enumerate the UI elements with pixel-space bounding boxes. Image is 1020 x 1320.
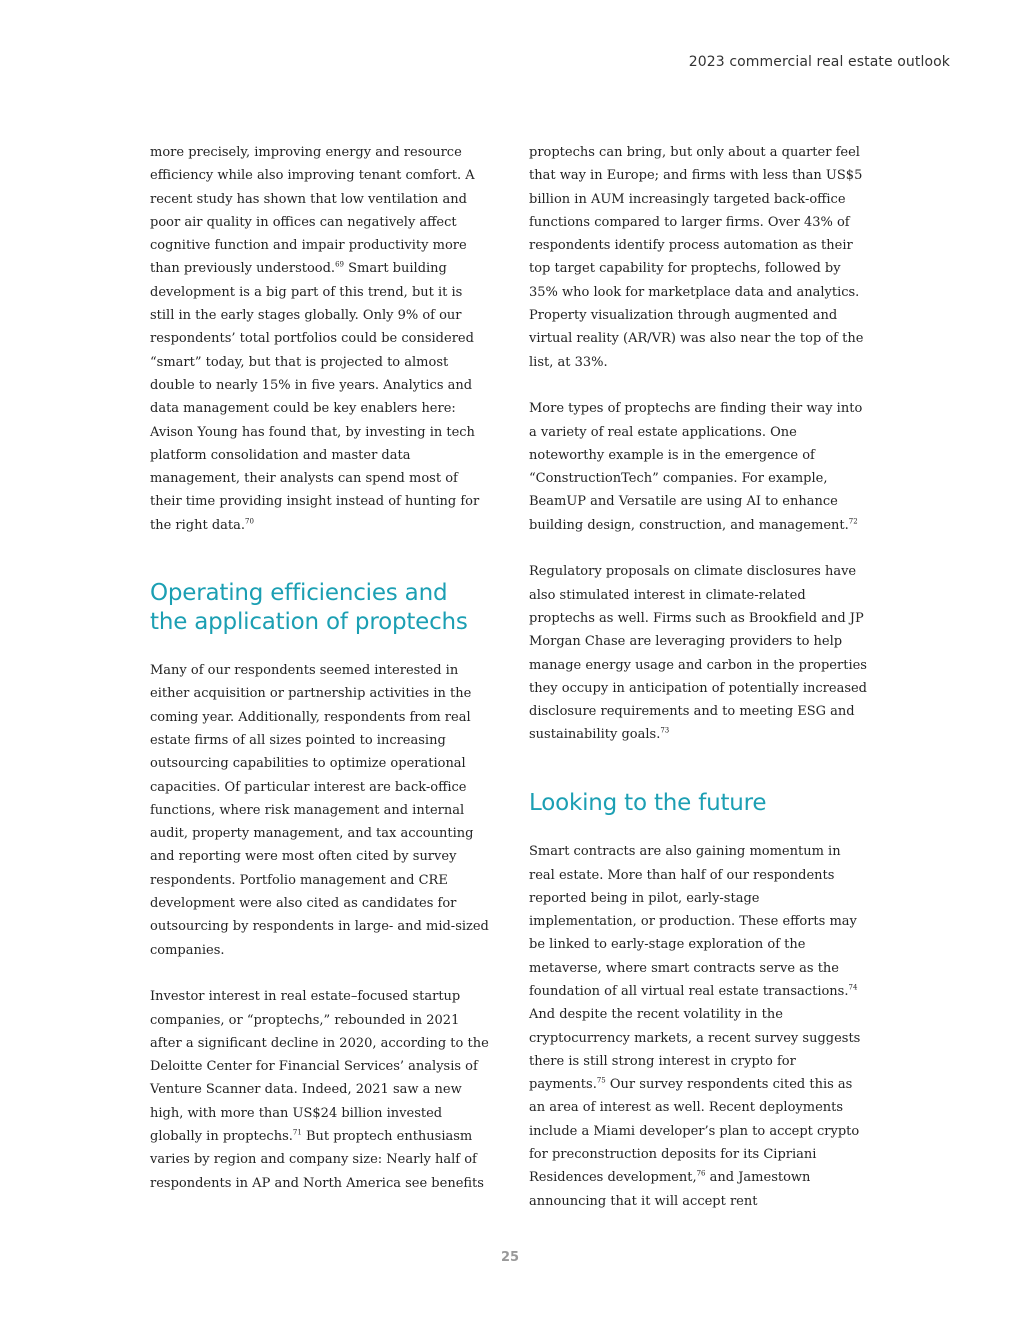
footnote-ref: 69 [335, 261, 344, 270]
footnote-ref: 71 [292, 1128, 302, 1137]
section-heading-future: Looking to the future [529, 789, 767, 816]
footnote-ref: 72 [848, 517, 858, 526]
body-paragraph: More types of proptechs are finding their way into a variety of real estate applications. One noteworthy example is in the emergence of “ConstructionTech” companies. For example, BeamUP and Versatile are using AI to enhance building design, construction, and management.$^{72}$ [529, 401, 863, 533]
footnote-ref: 70 [245, 517, 254, 526]
body-paragraph: Many of our respondents seemed interested in either acquisition or partnership activities in the coming year. Additionally, respondents from real estate firms of all sizes pointed to increasing outsourcing capabilities to optimize operational capacities. Of particular interest are back-office functions, where risk management and internal audit, property management, and tax accounting and reporting were most often cited by survey respondents. Portfolio management and CRE development were also cited as candidates for outsourcing by respondents in large- and mid-sized companies. [150, 663, 489, 958]
body-paragraph: more precisely, improving energy and resource efficiency while also improving tenant comfort. A recent study has shown that low ventilation and poor air quality in offices can negatively affect cognitive function and impair productivity more than previously understood.$^{69}$ Smart building development is a big part of this trend, but it is still in the early stages globally. Only 9% of our respondents’ total portfolios could be considered “smart” today, but that is projected to almost double to nearly 15% in five years. Analytics and data management could be key enablers here: Avison Young has found that, by investing in tech platform consolidation and master data management, their analysts can spend most of their time providing insight instead of hunting for the right data.$^{70}$ [150, 145, 480, 533]
footnote-ref: 73 [660, 727, 670, 736]
footnote-ref: 74 [848, 983, 858, 992]
body-paragraph: Smart contracts are also gaining momentum in real estate. More than half of our respondents reported being in pilot, early-stage implementation, or production. These efforts may be linked to early-stage exploration of the metaverse, where smart contracts serve as the foundation of all virtual real estate transactions.$^{74}$ And despite the recent volatility in the cryptocurrency markets, a recent survey suggests there is still strong interest in crypto for payments.$^{75}$ Our survey respondents cited this as an area of interest as well. Recent deployments include a Miami developer’s plan to accept crypto for preconstruction deposits for its Cipriani Residences development,$^{76}$ and Jamestown announcing that it will accept rent [529, 844, 861, 1209]
body-paragraph: Regulatory proposals on climate disclosures have also stimulated interest in climate-related proptechs as well. Firms such as Brookfield and JP Morgan Chase are leveraging providers to help manage energy usage and carbon in the properties they occupy in anticipation of potentially increased disclosure requirements and to meeting ESG and sustainability goals.$^{73}$ [529, 564, 868, 743]
left-column [150, 141, 490, 1195]
document-header-title: 2023 commercial real estate outlook [688, 54, 950, 70]
section-heading-proptechs: Operating efficiencies and the application of proptechs [150, 580, 468, 635]
body-paragraph: proptechs can bring, but only about a quarter feel that way in Europe; and firms with less than US$5 billion in AUM increasingly targeted back-office functions compared to larger firms. Over 43% of respondents identify process automation as their top target capability for proptechs, followed by 35% who look for marketplace data and analytics. Property visualization through augmented and virtual reality (AR/VR) was also near the top of the list, at 33%. [529, 145, 864, 370]
body-paragraph: Investor interest in real estate–focused startup companies, or “proptechs,” rebounded in 2021 after a significant decline in 2020, according to the Deloitte Center for Financial Services’ analysis of Venture Scanner data. Indeed, 2021 saw a new high, with more than US$24 billion invested globally in proptechs.$^{71}$ But proptech enthusiasm varies by region and company size: Nearly half of respondents in AP and North America see benefits [150, 989, 489, 1191]
footnote-ref: 76 [696, 1170, 706, 1179]
page-number: 25 [500, 1250, 520, 1265]
footnote-ref: 75 [596, 1076, 606, 1085]
right-column [529, 141, 869, 1213]
